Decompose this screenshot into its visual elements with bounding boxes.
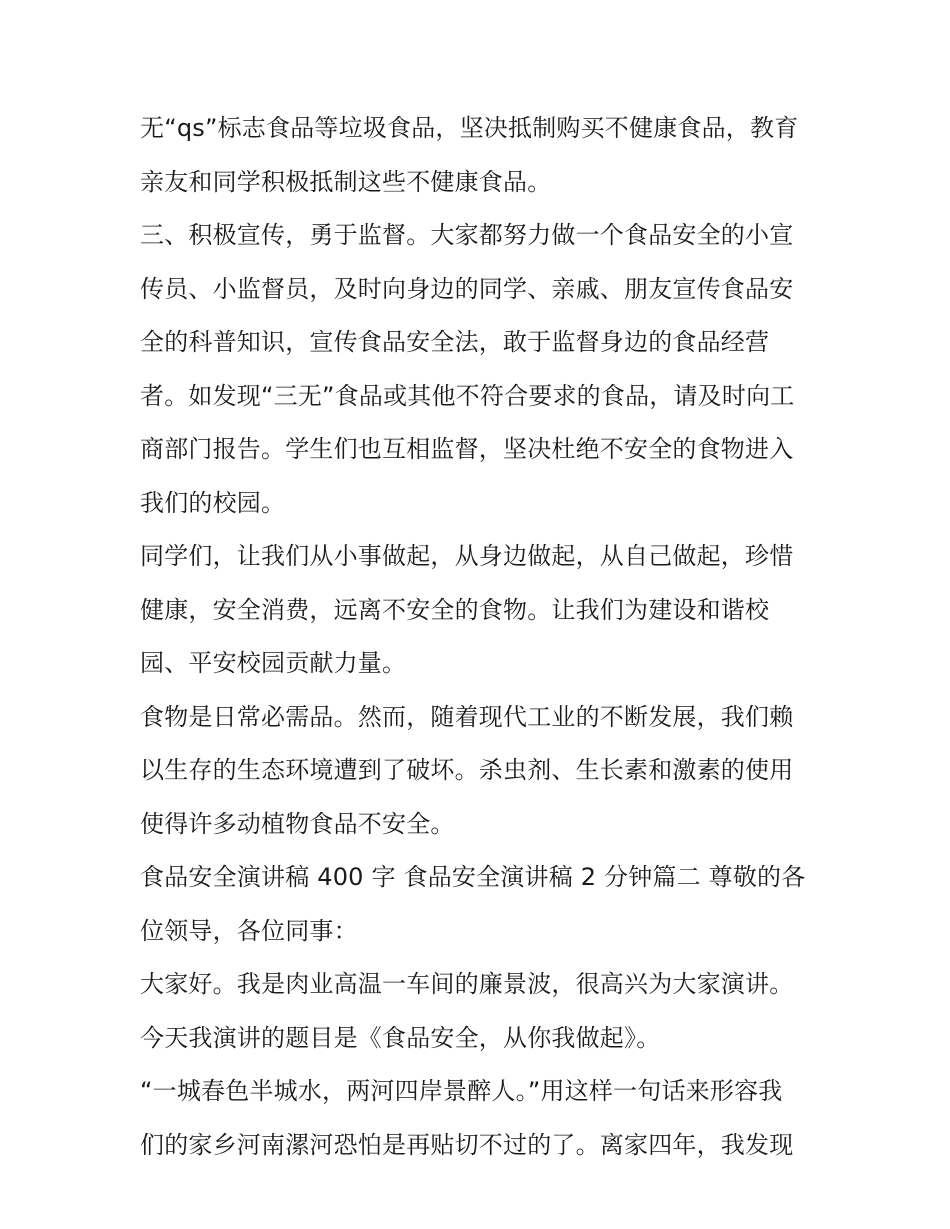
text-line: 以生存的生态环境遭到了破坏。杀虫剂、生长素和激素的使用 bbox=[140, 756, 794, 784]
document-body bbox=[140, 102, 820, 1172]
text-line: 位领导，各位同事： bbox=[140, 916, 358, 945]
text-line: 我们的校园。 bbox=[140, 488, 286, 517]
text-line: 今天我演讲的题目是《食品安全，从你我做起》。 bbox=[140, 1023, 661, 1052]
text-line: 者。如发现“三无”食品或其他不符合要求的食品，请及时向工 bbox=[140, 381, 795, 410]
text-line: 园、平安校园贡献力量。 bbox=[140, 649, 407, 677]
text-line: 亲友和同学积极抵制这些不健康食品。 bbox=[140, 167, 552, 196]
text-line: 健康，安全消费，远离不安全的食物。让我们为建设和谐校 bbox=[140, 595, 770, 624]
text-line: 传员、小监督员，及时向身边的同学、亲戚、朋友宣传食品安 bbox=[140, 274, 794, 303]
text-line: 食物是日常必需品。然而，随着现代工业的不断发展，我们赖 bbox=[140, 702, 794, 731]
text-line: 食品安全演讲稿 400 字 食品安全演讲稿 2 分钟篇二 尊敬的各 bbox=[140, 863, 806, 891]
text-line: 大家好。我是肉业高温一车间的廉景波，很高兴为大家演讲。 bbox=[140, 970, 794, 998]
text-line: “一城春色半城水，两河四岸景醉人。”用这样一句话来形容我 bbox=[140, 1077, 783, 1105]
text-line: 全的科普知识，宣传食品安全法，敢于监督身边的食品经营 bbox=[140, 328, 770, 356]
text-line: 无“qs”标志食品等垃圾食品，坚决抵制购买不健康食品，教育 bbox=[140, 114, 799, 142]
text-line: 们的家乡河南漯河恐怕是再贴切不过的了。离家四年，我发现 bbox=[140, 1130, 794, 1159]
text-line: 三、积极宣传，勇于监督。大家都努力做一个食品安全的小宣 bbox=[140, 221, 794, 249]
text-line: 商部门报告。学生们也互相监督，坚决杜绝不安全的食物进入 bbox=[140, 435, 794, 463]
text-line: 使得许多动植物食品不安全。 bbox=[140, 809, 455, 838]
text-line: 同学们，让我们从小事做起，从身边做起，从自己做起，珍惜 bbox=[140, 542, 794, 570]
